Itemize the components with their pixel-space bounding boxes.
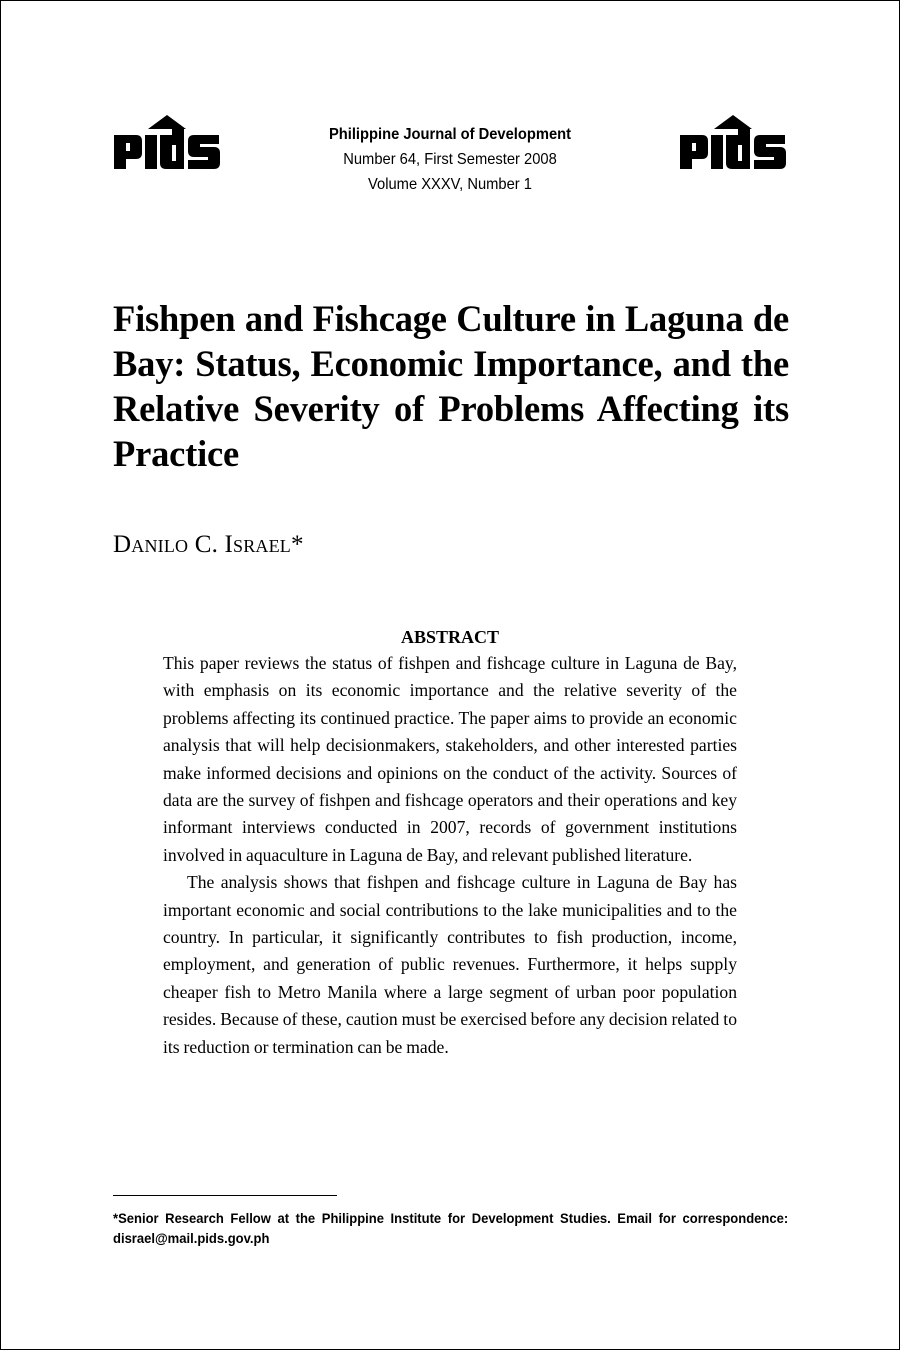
article-title: Fishpen and Fishcage Culture in Laguna de Bay: Status, Economic Importance, and the Relative Severity of Problems Affecting its Practice — [113, 298, 789, 474]
abstract-paragraph: This paper reviews the status of fishpen and fishcage culture in Laguna de Bay, with emphasis on its economic importance and the relative severity of the problems affecting its continued practice. The paper aims to provide an economic analysis that will help decisionmakers, stakeholders, and other interested parties make informed decisions and opinions on the conduct of the activity. Sources of data are the survey of fishpen and fishcage operators and their operations and key informant interviews conducted in 2007, records of government institutions involved in aquaculture in Laguna de Bay, and relevant published literature. — [163, 653, 737, 865]
abstract-paragraph: The analysis shows that fishpen and fishcage culture in Laguna de Bay has important economic and social contributions to the lake municipalities and to the country. In particular, it significantly contributes to fish production, income, employment, and generation of public revenues. Furthermore, it helps supply cheaper fish to Metro Manila where a large segment of urban poor population resides. Because of these, caution must be exercised before any decision related to its reduction or termination can be made. — [163, 872, 737, 1057]
pids-logo-left — [112, 115, 222, 171]
journal-volume: Volume XXXV, Number 1 — [368, 176, 532, 193]
article-author: Danilo C. Israel* — [113, 531, 304, 558]
abstract-heading: ABSTRACT — [400, 627, 500, 647]
journal-header — [266, 122, 634, 197]
journal-issue: Number 64, First Semester 2008 — [343, 151, 557, 168]
pids-logo-icon — [112, 115, 222, 171]
author-footnote: *Senior Research Fellow at the Philippine Institute for Development Studies. Email for correspondence: disrael@mail.pids.gov.ph — [113, 1210, 789, 1246]
pids-logo-icon — [678, 115, 788, 171]
abstract-section — [163, 624, 737, 1061]
footnote-divider — [113, 1195, 337, 1196]
pids-logo-right — [678, 115, 788, 171]
journal-name: Philippine Journal of Development — [328, 126, 572, 143]
